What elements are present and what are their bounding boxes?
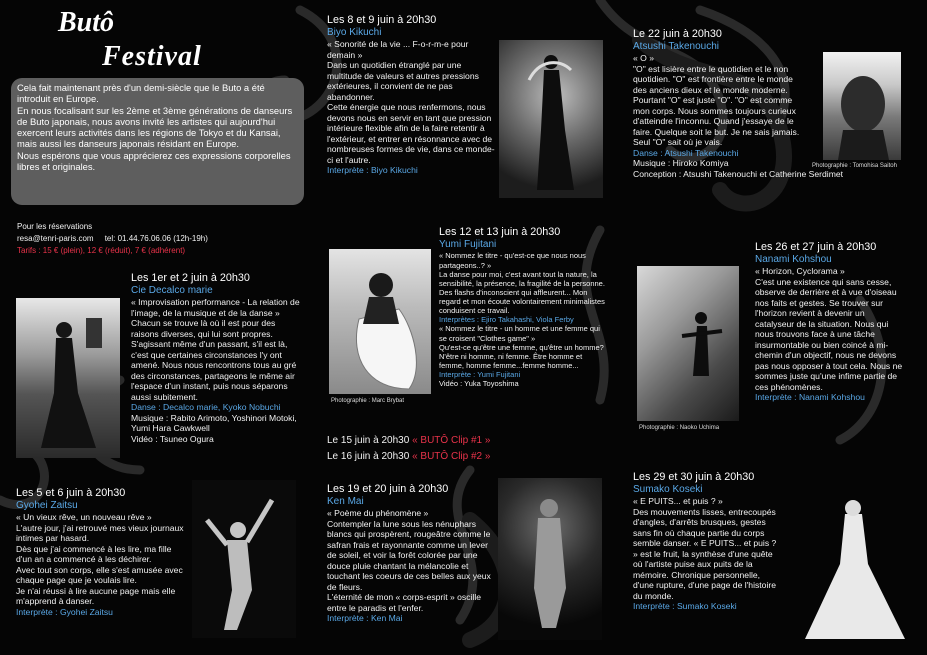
- event-ken: [327, 483, 495, 624]
- event-credit: Danse : Atsushi Takenouchi: [633, 147, 739, 158]
- event-artist: Nanami Kohshou: [755, 254, 832, 266]
- reservation-contact: resa@tenri-paris.com tel: 01.44.76.06.06 (12h-19h): [17, 234, 208, 243]
- event-date: Les 19 et 20 juin à 20h30: [327, 483, 449, 495]
- event-credit-1: Interprètes : Ejiro Takahashi, Viola Ferby: [439, 315, 574, 325]
- clip-1: [327, 435, 490, 447]
- reservation-info: [17, 221, 208, 257]
- event-decalco: [131, 272, 301, 444]
- event-description: « Poème du phénomène » Contempler la lune sous les nénuphars blancs qui prospèrent, rougeâtre comme le safran frais et rayonnante comme un lever de soleil, et voir la forêt colorée par une douce pluie chantant la mélancolie et touchant les coeurs de ces belles aux yeux de fleurs. L'éternité de mon « corps-esprit » oscille entre le paradis et l'enfer.: [327, 508, 491, 613]
- event-description: « O » "O" est lisière entre le quotidien et le non quotidien. "O" est frontière entre le monde des anciens dieux et le monde moderne. Pourtant "O" est juste "O". "O" est comme mon corps. Nous sommes toujours curieux d'atteindre l'inconnu. Quand j'essaye de le faire. Quelque soit le but. Je ne sais jamais. Seul "O" sait où je vais.: [633, 53, 800, 148]
- reservation-tarifs: Tarifs : 15 € (plein), 12 € (réduit), 7 € (adhérent): [17, 246, 186, 255]
- intro-paragraph-3: Nous espérons que vous apprécierez ces expressions corporelles libres et originales.: [17, 149, 291, 172]
- event-description: « Nommez le titre - qu'est-ce que nous nous partageons..? » La danse pour moi, c'est avant tout la nature, la sensibilité, la présence, la fragilité de la personne. Des flashs d'inconscient qui affleurent... Mon regard et mon écoute volontairement minimalistes conduisent ce travail.: [439, 251, 605, 316]
- intro-box: [11, 78, 304, 205]
- event-musique: Musique : Hiroko Komiya: [633, 158, 729, 169]
- event-credit: Interprète : Nanami Kohshou: [755, 392, 865, 403]
- event-artist: Atsushi Takenouchi: [633, 41, 719, 53]
- event-credit: Danse : Decalco marie, Kyoko Nobuchi: [131, 402, 281, 413]
- event-description-2: « Nommez le titre - un homme et une femme qui se croisent "Clothes game" » Qu'est-ce qu'être une femme, qu'être un homme? N'être ni homme, ni femme. Être homme et femme, homme femme...femme homme...: [439, 324, 604, 371]
- event-conception: Conception : Atsushi Takenouchi et Catherine Serdimet: [633, 168, 844, 179]
- event-date: Les 29 et 30 juin à 20h30: [633, 471, 755, 483]
- event-date: Le 22 juin à 20h30: [633, 28, 722, 40]
- photo-credit-nanami: Photographie : Naoko Uchima: [639, 425, 720, 431]
- photo-ken: [498, 478, 602, 640]
- event-gyohei: [16, 487, 188, 617]
- photo-gyohei: [192, 480, 296, 638]
- event-credit: Interprète : Biyo Kikuchi: [327, 165, 418, 176]
- event-nanami: [755, 241, 905, 403]
- clip-title: « BUTÔ Clip #2 »: [412, 451, 491, 462]
- event-date: Les 5 et 6 juin à 20h30: [16, 487, 126, 499]
- event-artist: Cie Decalco marie: [131, 285, 213, 297]
- photo-nanami: [637, 266, 739, 421]
- event-artist: Ken Mai: [327, 496, 364, 508]
- event-sumako: [633, 471, 783, 612]
- event-artist: Biyo Kikuchi: [327, 27, 382, 39]
- event-biyo: [327, 14, 497, 176]
- event-date: Les 26 et 27 juin à 20h30: [755, 241, 877, 253]
- event-artist: Sumako Koseki: [633, 484, 703, 496]
- event-description: « E PUITS... et puis ? » Des mouvements lisses, entrecoupés d'angles, d'arrêts brusques, gestes sans fin où chaque partie du corps semble danser. « E PUITS... et puis ? » est le fruit, la synthèse d'une quête où l'artiste puise aux puits de la mémoire. Chronique personnelle, d'une rupture, d'une page de l'histoire du monde.: [633, 496, 777, 601]
- event-yumi: [439, 226, 607, 388]
- clip-date: Le 16 juin à 20h30: [327, 451, 410, 462]
- photo-yumi: [329, 249, 431, 394]
- event-credit: Interprète : Gyohei Zaitsu: [16, 606, 113, 617]
- event-description: « Horizon, Cyclorama » C'est une existence qui sans cesse, observe de derrière et à vue d'oiseau nos faits et gestes. Se trouver sur l'horizon revient à devenir un catalyseur de la situation. Nous qui nous trouvons face à une tâche insurmontable ou bien coincé à mi-chemin d'un objectif, nous ne devons pas nous opposer à tout cela. Nous ne sommes juste qu'une infime partie de ces phénomènes.: [755, 266, 903, 392]
- event-credit: Interprète : Ken Mai: [327, 613, 403, 624]
- event-description: « Improvisation performance - La relation de l'image, de la musique et de la danse » Chacun se trouve là où il est pour des raisons diverses, qui lui sont propres. S'agissant même d'un passant, s'il est là, c'est que certaines circonstances l'y ont amené. Nous nous rencontrons tous au gré des circonstances, partageons le même air l'espace d'un instant, puis nous séparons aussi subitement.: [131, 297, 300, 402]
- intro-paragraph-2: En nous focalisant sur les 2ème et 3ème générations de danseurs de Buto japonais, nous avons invité les artistes qui aujourd'hui exercent leurs activités dans les régions de Tokyo et du Kansai, mais aussi les danseurs japonais résidant en Europe.: [17, 104, 293, 150]
- photo-biyo: [499, 40, 603, 198]
- event-description: « Un vieux rêve, un nouveau rêve » L'autre jour, j'ai retrouvé mes vieux journaux intimes par hasard. Dès que j'ai commencé à les lire, ma fille d'un an a commencé à les déchirer. Avec tout son corps, elle s'est amusée avec chaque page que je voulais lire. Je n'ai réussi à lire aucune page mais elle m'apprend à danser.: [16, 512, 184, 607]
- photo-decalco: [16, 298, 120, 458]
- event-video: Vidéo : Tsuneo Ogura: [131, 433, 214, 444]
- festival-logo: [58, 6, 258, 74]
- event-video: Vidéo : Yuka Toyoshima: [439, 379, 519, 389]
- event-date: Les 8 et 9 juin à 20h30: [327, 14, 437, 26]
- intro-paragraph-1: Cela fait maintenant près d'un demi-siècle que le Buto a été introduit en Europe.: [17, 82, 265, 105]
- clip-title: « BUTÔ Clip #1 »: [412, 435, 491, 446]
- event-musique: Musique : Rabito Arimoto, Yoshinori Motoki, Yumi Hara Cawkwell: [131, 412, 297, 434]
- event-artist: Yumi Fujitani: [439, 239, 497, 251]
- event-credit-2: Interprète : Yumi Fujitani: [439, 370, 521, 380]
- logo-line-1: Butô: [58, 7, 115, 38]
- event-date: Les 12 et 13 juin à 20h30: [439, 226, 561, 238]
- clip-date: Le 15 juin à 20h30: [327, 435, 410, 446]
- reservation-label: Pour les réservations: [17, 222, 93, 231]
- photo-credit-atsushi: Photographie : Tomohisa Saitoh: [812, 163, 897, 169]
- photo-credit-yumi: Photographie : Marc Brybat: [331, 398, 405, 404]
- event-credit: Interprète : Sumako Koseki: [633, 601, 737, 612]
- event-atsushi: [633, 28, 844, 179]
- event-description: « Sonorité de la vie ... F-o-r-m-e pour demain » Dans un quotidien étranglé par une multitude de valeurs et autres pressions extérieures, il convient de ne pas abandonner. Cette énergie que nous renfermons, nous devons nous en servir en tant que pression intérieure flexible afin de la faire retentir à l'extérieur, et entrer en résonnance avec de nombreuses formes de vie, dans ce monde-ci et l'autre.: [327, 39, 495, 165]
- clip-2: [327, 451, 490, 463]
- event-artist: Gyohei Zaitsu: [16, 500, 78, 512]
- photo-atsushi: [823, 52, 901, 160]
- photo-sumako: [790, 494, 914, 644]
- logo-line-2: Festival: [102, 41, 202, 72]
- event-date: Les 1er et 2 juin à 20h30: [131, 272, 250, 284]
